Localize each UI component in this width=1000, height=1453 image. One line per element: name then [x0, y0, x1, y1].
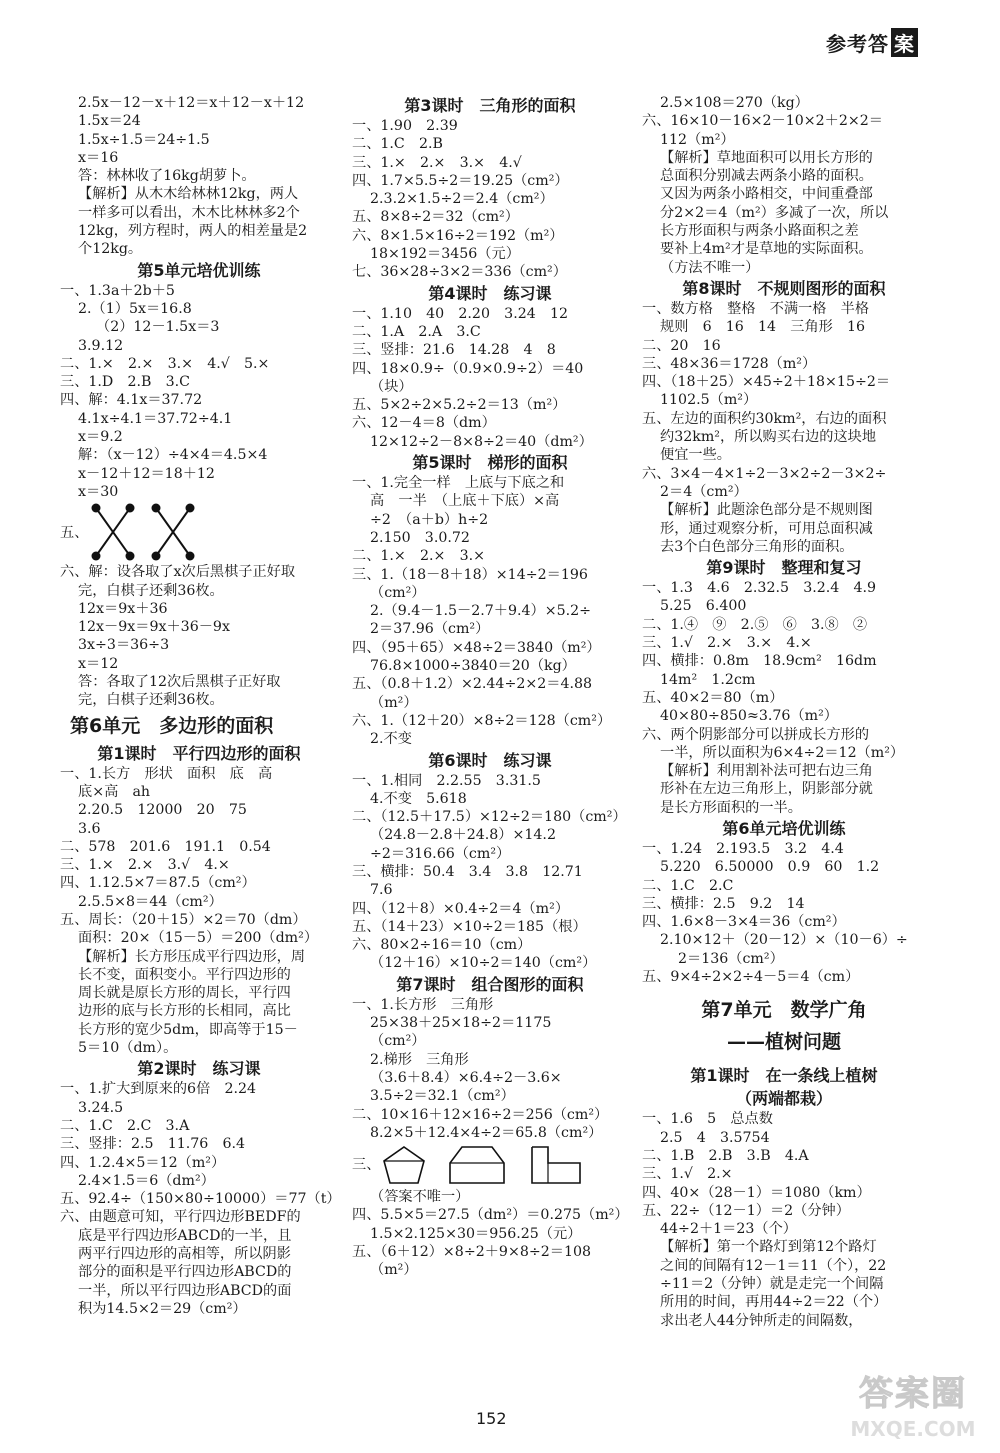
answer-line: （3.6＋8.4）×6.4÷2－3.6×: [370, 1069, 562, 1086]
answer-line: 五、5×2÷2×5.2÷2＝13（m²）: [352, 397, 567, 414]
answer-line: 5.220 6.50000 0.9 60 1.2: [660, 859, 880, 876]
answer-line: 三、: [352, 1156, 381, 1173]
answer-line: 三、1.√ 2.×: [642, 1166, 733, 1183]
answer-line: 便宜一些。: [660, 447, 731, 464]
answer-line: 五、（14＋23）×10÷2＝185（根）: [352, 918, 587, 935]
answer-line: 五、（0.8＋1.2）×2.44÷2×2＝4.88: [352, 676, 593, 693]
lesson-heading: 第9课时 整理和复习: [706, 558, 862, 578]
answer-line: 5.25 6.400: [660, 598, 747, 615]
answer-line: 四、横排：0.8m 18.9cm² 16dm: [642, 653, 877, 670]
answer-line: 七、36×28÷3×2＝336（cm²）: [352, 264, 567, 281]
answer-line: 三、1.√ 2.× 3.× 4.×: [642, 635, 812, 652]
watermark-url: MXQE.COM: [850, 1417, 976, 1441]
answer-line: 14m² 1.2cm: [660, 671, 756, 688]
answer-line: 四、5.5×5＝27.5（dm²）＝0.275（m²）: [352, 1207, 629, 1224]
answer-line: 二、1.C 2.C: [642, 877, 734, 894]
answer-line: 3.6: [78, 820, 101, 837]
analysis-line: 求出老人44分钟所走的间隔数，: [660, 1312, 863, 1329]
answer-line: x－12＋12＝18＋12: [78, 465, 215, 482]
answer-line: 112（m²）: [660, 131, 735, 148]
answer-line: 18×192＝3456（元）: [370, 246, 520, 263]
unit-subtitle: ——植树问题: [726, 1031, 841, 1054]
answer-line: 二、（12.5＋17.5）×12÷2＝180（cm²）: [352, 809, 627, 826]
answer-line: 2.150 3.0.72: [370, 529, 470, 546]
lesson-heading: 第5课时 梯形的面积: [412, 453, 568, 473]
analysis-line: 总面积分别减去两条小路的面积。: [660, 168, 873, 185]
answer-line: 三、竖排：2.5 11.76 6.4: [60, 1136, 246, 1153]
lesson-heading: 第6课时 练习课: [428, 750, 552, 770]
answer-line: 底×高 ah: [78, 783, 151, 800]
answer-line: 3.9.12: [78, 337, 124, 354]
answer-line: 二、1.C 2.B: [352, 136, 443, 153]
answer-line: 40×80÷850≈3.76（m²）: [660, 708, 838, 725]
answer-line: 六、3×4－4×1÷2－3×2÷2－3×2÷: [642, 465, 887, 482]
answer-line: 一、1.24 2.193.5 3.2 4.4: [642, 840, 844, 857]
answer-line: 六、80×2÷16＝10（cm）: [352, 937, 532, 954]
answer-column-2: [352, 94, 628, 1280]
answer-line: 六、12－4＝8（dm）: [352, 415, 496, 432]
analysis-line: 【解析】长方形压成平行四边形，周: [78, 948, 306, 965]
answer-line: 一、1.长方 形状 面积 底 高: [60, 765, 273, 782]
page-header: [826, 28, 918, 57]
answer-line: 一半，所以平行四边形ABCD的面: [78, 1282, 292, 1299]
answer-line: 1.5×2.125×30＝956.25（元）: [370, 1225, 582, 1242]
answer-line: 完，白棋子还剩36枚。: [78, 582, 224, 599]
answer-line: 六、1.（12＋20）×8÷2＝128（cm²）: [352, 712, 612, 729]
answer-line: （12＋16）×10÷2＝140（cm²）: [370, 955, 597, 972]
answer-line: 四、1.12.5×7＝87.5（cm²）: [60, 875, 256, 892]
analysis-line: 长方形的宽少5dm，即高等于15－: [78, 1021, 298, 1038]
answer-line: 四、1.2.4×5＝12（m²）: [60, 1154, 226, 1171]
analysis-line: 周长就是原长方形的周长，平行四: [78, 985, 291, 1002]
answer-line: 积为14.5×2＝29（cm²）: [78, 1300, 247, 1317]
answer-line: 三、横排：50.4 3.4 3.8 12.71: [352, 863, 583, 880]
lesson-heading: 第3课时 三角形的面积: [404, 96, 576, 115]
answer-line: 2.不变: [370, 731, 412, 748]
answer-column-1: [60, 94, 341, 1318]
answer-line: 五、8×8÷2＝32（cm²）: [352, 209, 519, 226]
analysis-line: 要补上4m²才是草地的实际面积。: [660, 241, 873, 258]
answer-line: 三、横排：2.5 9.2 14: [642, 895, 805, 912]
answer-line: 四、解：4.1x＝37.72: [60, 392, 203, 409]
answer-line: 三、48×36＝1728（m²）: [642, 355, 817, 372]
answer-line: 4.1x÷4.1＝37.72÷4.1: [78, 410, 233, 427]
watermark-text: 答案圈: [859, 1374, 967, 1414]
answer-line: 高 一半 （上底＋下底）×高: [370, 493, 560, 510]
answer-line: 底是平行四边形ABCD的一半，且: [78, 1227, 292, 1244]
answer-line: 四、（12＋8）×0.4÷2＝4（m²）: [352, 900, 570, 917]
answer-line: 12×12÷2－8×8÷2＝40（dm²）: [370, 433, 593, 450]
answer-line: 3.5÷2＝32.1（cm²）: [370, 1088, 515, 1105]
answer-line: 一、1.完全一样 上底与下底之和: [352, 475, 565, 492]
matching-diagram: [60, 501, 338, 563]
answer-line: 2＝136（cm²）: [678, 950, 784, 967]
answer-line: 1.5x÷1.5＝24÷1.5: [78, 131, 210, 148]
answer-line: 约32km²，所以购买右边的这块地: [660, 429, 877, 446]
answer-line: 五、周长：（20＋15）×2＝70（dm）: [60, 911, 307, 928]
answer-line: 二、1.× 2.× 3.× 4.√ 5.×: [60, 355, 270, 372]
answer-line: ÷2＝316.66（cm²）: [370, 845, 511, 862]
analysis-line: 又因为两条小路相交，中间重叠部: [660, 186, 873, 203]
analysis-line: 【解析】此题涂色部分是不规则图: [660, 502, 873, 519]
answer-line: 五、: [60, 525, 89, 542]
matching-lines-figure: [88, 502, 198, 562]
answer-line: 二、1.④ ⑨ 2.⑤ ⑥ 3.⑧ ②: [642, 616, 868, 633]
answer-line: 二、20 16: [642, 337, 721, 354]
answer-line: 五、22÷（12－1）＝2（分钟）: [642, 1202, 850, 1219]
answer-line: 五、9×4÷2×2÷4－5＝4（cm）: [642, 969, 860, 986]
answer-line: 一、数方格 整格 不满一格 半格: [642, 300, 870, 317]
answer-line: 一、1.6 5 总点数: [642, 1111, 773, 1128]
analysis-line: 一样多可以看出，木木比林林多2个: [78, 204, 300, 221]
answer-line: 2.5x－12－x＋12＝x＋12－x＋12: [78, 95, 305, 111]
answer-line: 三、1.× 2.× 3.× 4.√: [352, 154, 522, 171]
section-heading: 第5单元培优训练: [137, 260, 261, 280]
answer-line: x＝30: [78, 483, 119, 500]
answer-line: （块）: [370, 378, 413, 395]
answer-line: 二、578 201.6 191.1 0.54: [60, 838, 271, 855]
answer-line: （24.8－2.8＋24.8）×14.2: [370, 827, 556, 844]
answer-line: 12x＝9x＋36: [78, 600, 168, 617]
answer-line: 2＝37.96（cm²）: [370, 621, 490, 638]
answer-line: 规则 6 16 14 三角形 16: [660, 319, 866, 336]
answer-line: 四、（95＋65）×48÷2＝3840（m²）: [352, 639, 601, 656]
answer-line: 六、解：设各取了x次后黑棋子正好取: [60, 564, 296, 581]
analysis-line: 【解析】第一个路灯到第12个路灯: [660, 1239, 877, 1256]
answer-line: 2.3.2×1.5÷2＝2.4（cm²）: [370, 191, 554, 208]
answer-line: 一半，所以面积为6×4÷2＝12（m²）: [660, 744, 905, 761]
answer-line: 2.20.5 12000 20 75: [78, 802, 247, 819]
lesson-subheading: （两端都栽）: [735, 1089, 832, 1109]
answer-line: 3.24.5: [78, 1099, 124, 1116]
answer-line: 三、1.（18－8＋18）×14÷2＝196: [352, 566, 588, 583]
answer-line: 25×38＋25×18÷2＝1175: [370, 1015, 552, 1032]
answer-line: 7.6: [370, 882, 393, 899]
answer-line: 四、40×（28－1）＝1080（km）: [642, 1184, 871, 1201]
answer-line: 解：（x－12）÷4×4＝4.5×4: [78, 447, 268, 464]
answer-line: 四、18×0.9÷（0.9×0.9÷2）＝40: [352, 360, 584, 377]
answer-line: 六、由题意可知，平行四边形BEDF的: [60, 1209, 301, 1226]
analysis-line: 长方形面积与两条小路面积之差: [660, 223, 859, 240]
answer-line: 一、1.长方形 三角形: [352, 996, 494, 1013]
answer-line: 2.4×1.5＝6（dm²）: [78, 1172, 215, 1189]
analysis-line: ÷11＝2（分钟）就是走完一个间隔: [660, 1276, 884, 1293]
header-boxed-char: 案: [891, 28, 918, 57]
answer-line: 一、1.90 2.39: [352, 118, 458, 134]
answer-line: 六、两个阴影部分可以拼成长方形的: [642, 726, 870, 743]
answer-line: 完，白棋子还剩36枚。: [78, 692, 224, 709]
answer-line: 三、1.D 2.B 3.C: [60, 374, 191, 391]
answer-line: 二、10×16＋12×16÷2＝256（cm²）: [352, 1106, 609, 1123]
answer-line: 76.8×1000÷3840＝20（kg）: [370, 658, 576, 675]
answer-line: 三、1.× 2.× 3.√ 4.×: [60, 857, 230, 874]
answer-line: 2.（9.4－1.5－2.7＋9.4）×5.2÷: [370, 603, 592, 620]
composite-shapes-figure: [380, 1143, 590, 1187]
answer-line: 部分的面积是平行四边形ABCD的: [78, 1264, 292, 1281]
answer-line: x＝16: [78, 149, 119, 166]
header-label: 参考答: [826, 32, 889, 56]
answer-column-3: [642, 94, 926, 1330]
answer-line: 六、8×1.5×16÷2＝192（m²）: [352, 227, 564, 244]
answer-line: 面积：20×（15－5）＝200（dm²）: [78, 930, 319, 947]
analysis-line: 是长方形面积的一半。: [660, 799, 802, 816]
analysis-line: 个12kg。: [78, 241, 143, 258]
answer-line: 五、40×2＝80（m）: [642, 689, 784, 706]
answer-line: 答：各取了12次后黑棋子正好取: [78, 674, 281, 691]
answer-line: 五、左边的面积约30km²，右边的面积: [642, 410, 887, 427]
answer-line: ÷2 （a＋b）h÷2: [370, 511, 489, 528]
answer-line: （cm²）: [370, 1033, 426, 1050]
answer-line: （m²）: [370, 1262, 418, 1279]
answer-line: 一、1.10 40 2.20 3.24 12: [352, 305, 568, 322]
analysis-line: （方法不唯一）: [660, 259, 760, 276]
answer-line: 两平行四边形的高相等，所以阴影: [78, 1246, 291, 1263]
answer-line: 二、1.A 2.A 3.C: [352, 323, 481, 340]
analysis-line: 形补在左边三角形上，阴影部分就: [660, 781, 873, 798]
answer-line: 一、1.3 4.6 2.32.5 3.2.4 4.9: [642, 580, 877, 597]
answer-line: 三、竖排：21.6 14.28 4 8: [352, 342, 556, 359]
answer-line: 答：林林收了16kg胡萝卜。: [78, 168, 256, 185]
answer-line: 2.梯形 三角形: [370, 1051, 469, 1068]
analysis-line: 所用的时间，再用44÷2＝22（个）: [660, 1294, 888, 1311]
answer-line: （m²）: [370, 694, 418, 711]
analysis-line: 【解析】草地面积可以用长方形的: [660, 149, 873, 166]
answer-line: 四、1.6×8－3×4＝36（cm²）: [642, 914, 846, 931]
watermark-logo: [838, 1372, 988, 1447]
lesson-heading: 第7课时 组合图形的面积: [396, 974, 584, 994]
page-number: 152: [476, 1409, 507, 1428]
answer-line: 二、1.C 2.C 3.A: [60, 1117, 190, 1134]
answer-line: 一、1.3a＋2b＋5: [60, 282, 175, 299]
analysis-line: 边形的底与长方形的长相同，高比: [78, 1003, 291, 1020]
answer-line: 8.2×5＋12.4×4÷2＝65.8（cm²）: [370, 1124, 603, 1141]
answer-line: 3x÷3＝36÷3: [78, 637, 170, 654]
section-heading: 第6单元培优训练: [722, 818, 846, 838]
analysis-line: 去3个白色部分三角形的面积。: [660, 538, 854, 555]
answer-line: 四、（18＋25）×45÷2＋18×15÷2＝: [642, 374, 891, 391]
analysis-line: 分2×2＝4（m²）多减了一次，所以: [660, 204, 889, 221]
analysis-line: 5＝10（dm）。: [78, 1040, 178, 1057]
unit-title: 第7单元 数学广角: [701, 999, 867, 1022]
lesson-heading: 第2课时 练习课: [137, 1059, 261, 1079]
answer-line: 五、92.4÷（150×80÷10000）＝77（t）: [60, 1191, 341, 1208]
answer-line: x＝9.2: [78, 429, 123, 446]
answer-line: 二、1.× 2.× 3.×: [352, 548, 486, 565]
answer-line: 2.5×108＝270（kg）: [660, 95, 809, 111]
analysis-line: 之间的间隔有12－1＝11（个），22: [660, 1257, 887, 1274]
answer-line: 2.（1）5x＝16.8: [78, 300, 192, 317]
analysis-line: 【解析】利用割补法可把右边三角: [660, 763, 873, 780]
answer-line: 四、1.7×5.5÷2＝19.25（cm²）: [352, 172, 569, 189]
answer-line: 1.5x＝24: [78, 113, 141, 130]
answer-line: 五、（6＋12）×8÷2＋9×8÷2＝108: [352, 1244, 592, 1261]
answer-line: 1102.5（m²）: [660, 392, 758, 409]
lesson-heading: 第4课时 练习课: [428, 283, 552, 303]
lesson-heading: 第1课时 平行四边形的面积: [97, 743, 301, 763]
answer-line: （cm²）: [370, 584, 426, 601]
answer-line: x＝12: [78, 655, 119, 672]
unit-title: 第6单元 多边形的面积: [70, 714, 274, 737]
lesson-heading: 第1课时 在一条线上植树: [690, 1066, 878, 1086]
lesson-heading: 第8课时 不规则图形的面积: [682, 278, 886, 298]
answer-line: （答案不唯一）: [370, 1189, 470, 1206]
analysis-line: 12kg，列方程时，两人的相差量是2: [78, 223, 308, 240]
answer-line: 4.不变 5.618: [370, 790, 467, 807]
answer-line: 2.10×12＋（20－12）×（10－6）÷: [660, 932, 908, 949]
answer-line: 2.5 4 3.5754: [660, 1129, 770, 1146]
answer-line: 一、1.扩大到原来的6倍 2.24: [60, 1081, 257, 1098]
analysis-line: 【解析】从木木给林林12kg，两人: [78, 186, 299, 203]
analysis-line: 长不变，面积变小。平行四边形的: [78, 966, 291, 983]
shape-drawings: [352, 1142, 628, 1188]
answer-line: 六、16×10－16×2－10×2＋2×2＝: [642, 113, 883, 130]
answer-line: 2.5.5×8＝44（cm²）: [78, 893, 223, 910]
answer-line: 12x－9x＝9x＋36－9x: [78, 619, 230, 636]
answer-line: （2）12－1.5x＝3: [96, 319, 220, 336]
analysis-line: 形，通过观察分析，可用总面积减: [660, 520, 873, 537]
answer-line: 一、1.相同 2.2.55 3.31.5: [352, 772, 541, 789]
answer-line: 二、1.B 2.B 3.B 4.A: [642, 1147, 809, 1164]
answer-line: 2＝4（cm²）: [660, 483, 748, 500]
answer-line: 44÷2＋1＝23（个）: [660, 1221, 797, 1238]
